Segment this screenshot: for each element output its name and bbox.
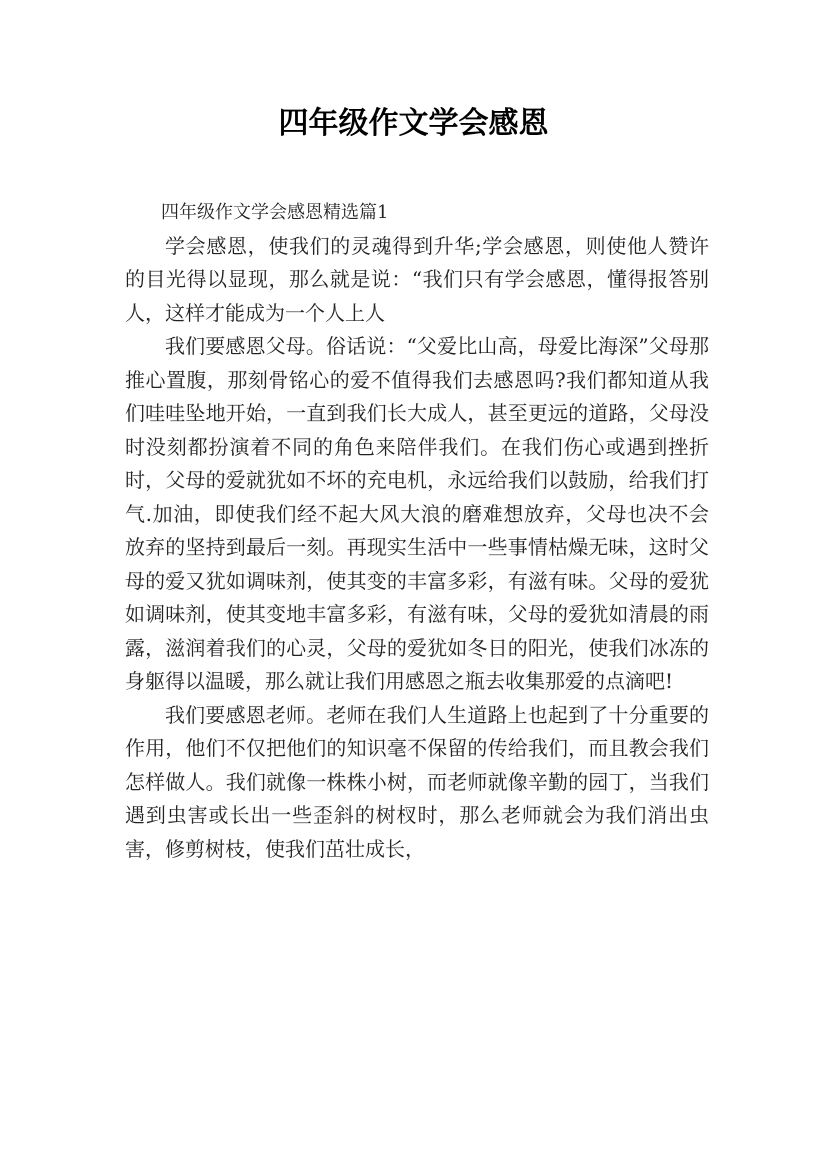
paragraph-1: 学会感恩，使我们的灵魂得到升华;学会感恩，则使他人赞许的目光得以显现，那么就是说：“我们只有学会感恩，懂得报答别人，这样才能成为一个人上人 bbox=[125, 233, 709, 325]
paragraph-3: 我们要感恩老师。老师在我们人生道路上也起到了十分重要的作用，他们不仅把他们的知识毫不保留的传给我们，而且教会我们怎样做人。我们就像一株株小树，而老师就像辛勤的园丁，当我们遇到虫害或长出一些歪斜的树杈时，那么老师就会为我们消出虫害，修剪树枝，使我们茁壮成长， bbox=[125, 702, 709, 861]
paragraph-2: 我们要感恩父母。俗话说：“父爱比山高，母爱比海深”父母那推心置腹，那刻骨铭心的爱不值得我们去感恩吗?我们都知道从我们哇哇坠地开始，一直到我们长大成人，甚至更远的道路，父母没时没刻都扮演着不同的角色来陪伴我们。在我们伤心或遇到挫折时，父母的爱就犹如不坏的充电机，永远给我们以鼓励，给我们打气.加油，即使我们经不起大风大浪的磨难想放弃，父母也决不会放弃的坚持到最后一刻。再现实生活中一些事情枯燥无味，这时父母的爱又犹如调味剂，使其变的丰富多彩，有滋有味。父母的爱犹如调味剂，使其变地丰富多彩，有滋有味，父母的爱犹如清晨的雨露，滋润着我们的心灵，父母的爱犹如冬日的阳光，使我们冰冻的身躯得以温暖，那么就让我们用感恩之瓶去收集那爱的点滴吧! bbox=[125, 334, 709, 693]
document-body bbox=[125, 196, 709, 866]
document-title: 四年级作文学会感恩 bbox=[278, 106, 549, 141]
document-subtitle: 四年级作文学会感恩精选篇1 bbox=[161, 202, 389, 223]
